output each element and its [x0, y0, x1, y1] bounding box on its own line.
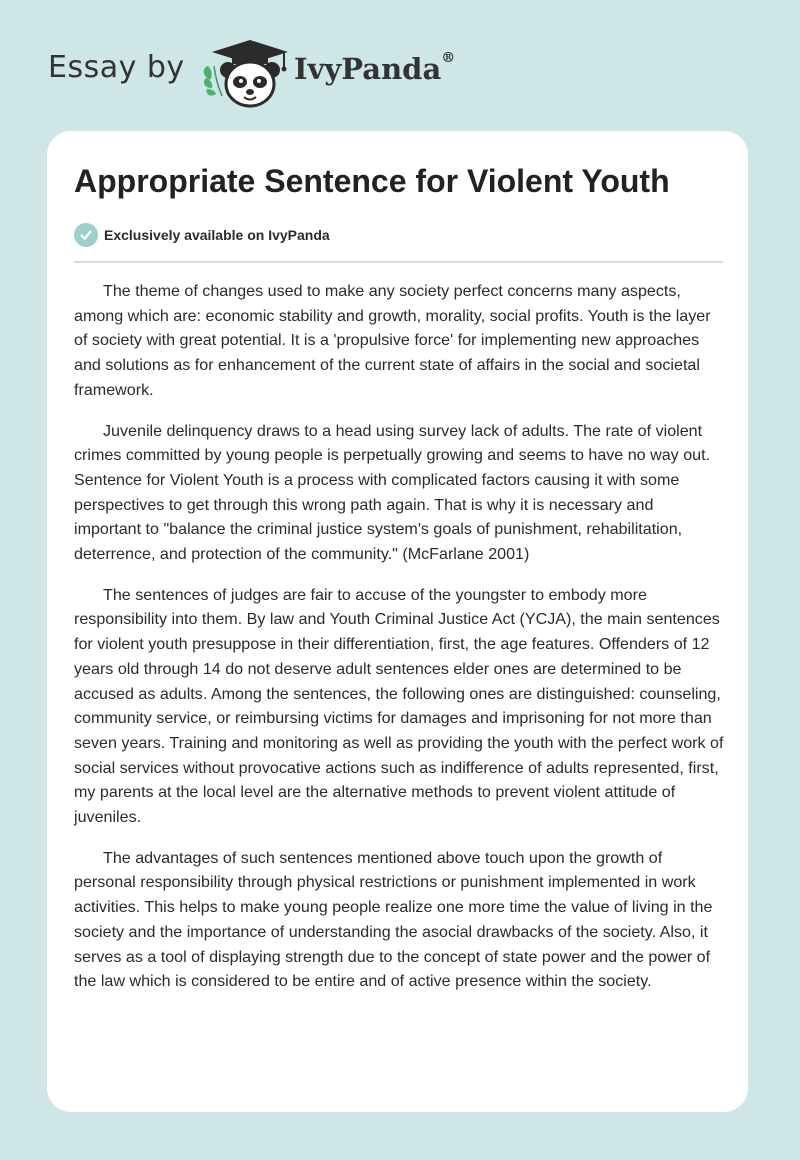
paragraph: The theme of changes used to make any society perfect concerns many aspects, among which are: economic stability and growth, morality, social profits. Youth is the layer of society with great potential. It is a 'propulsive force' for implementing new approaches and solutions as for enhancement of the current state of affairs in the social and societal framework.	[74, 282, 711, 399]
page-title: Appropriate Sentence for Violent Youth	[74, 163, 670, 199]
essay-card	[47, 131, 748, 1112]
brand-name-text: IvyPanda	[294, 52, 442, 86]
divider	[74, 261, 723, 263]
exclusive-label: Exclusively available on IvyPanda	[104, 227, 330, 243]
brand-name[interactable]	[294, 52, 455, 86]
paragraph: Juvenile delinquency draws to a head using survey lack of adults. The rate of violent crimes committed by young people is perpetually growing and seems to have no way out. Sentence for Violent Youth is a process with complicated factors causing it with some perspectives to get through this wrong path again. That is why it is necessary and important to "balance the criminal justice system's goals of punishment, rehabilitation, deterrence, and protection of the community." (McFarlane 2001)	[74, 421, 711, 564]
paragraph: The sentences of judges are fair to accuse of the youngster to embody more responsibility into them. By law and Youth Criminal Justice Act (YCJA), the main sentences for violent youth presuppose in their differentiation, first, the age features. Offenders of 12 years old through 14 do not deserve adult sentences elder ones are determined to be accused as adults. Among the sentences, the following ones are distinguished: counseling, community service, or reimbursing victims for damages and imprisoning for not more than seven years. Training and monitoring as well as providing the youth with the perfect work of social services without provocative actions such as indifference of adults represented, first, my parents at the local level are the alternative methods to prevent violent attitude of juveniles.	[74, 585, 724, 827]
essay-body	[74, 279, 724, 1010]
paragraph: The advantages of such sentences mentioned above touch upon the growth of personal responsibility through physical restrictions or punishment implemented in work activities. This helps to make young people realize one more time the value of living in the society and the importance of understanding the asocial drawbacks of the society. Also, it serves as a tool of displaying strength due to the concept of state power and the power of the law which is considered to be entire and of active presence within the society.	[74, 848, 713, 991]
exclusive-badge	[74, 222, 330, 248]
site-header	[0, 0, 800, 120]
registered-mark: ®	[441, 50, 456, 66]
check-circle-icon	[74, 223, 98, 247]
panda-logo-icon[interactable]	[200, 36, 292, 110]
essay-by-label: Essay by	[48, 50, 185, 85]
